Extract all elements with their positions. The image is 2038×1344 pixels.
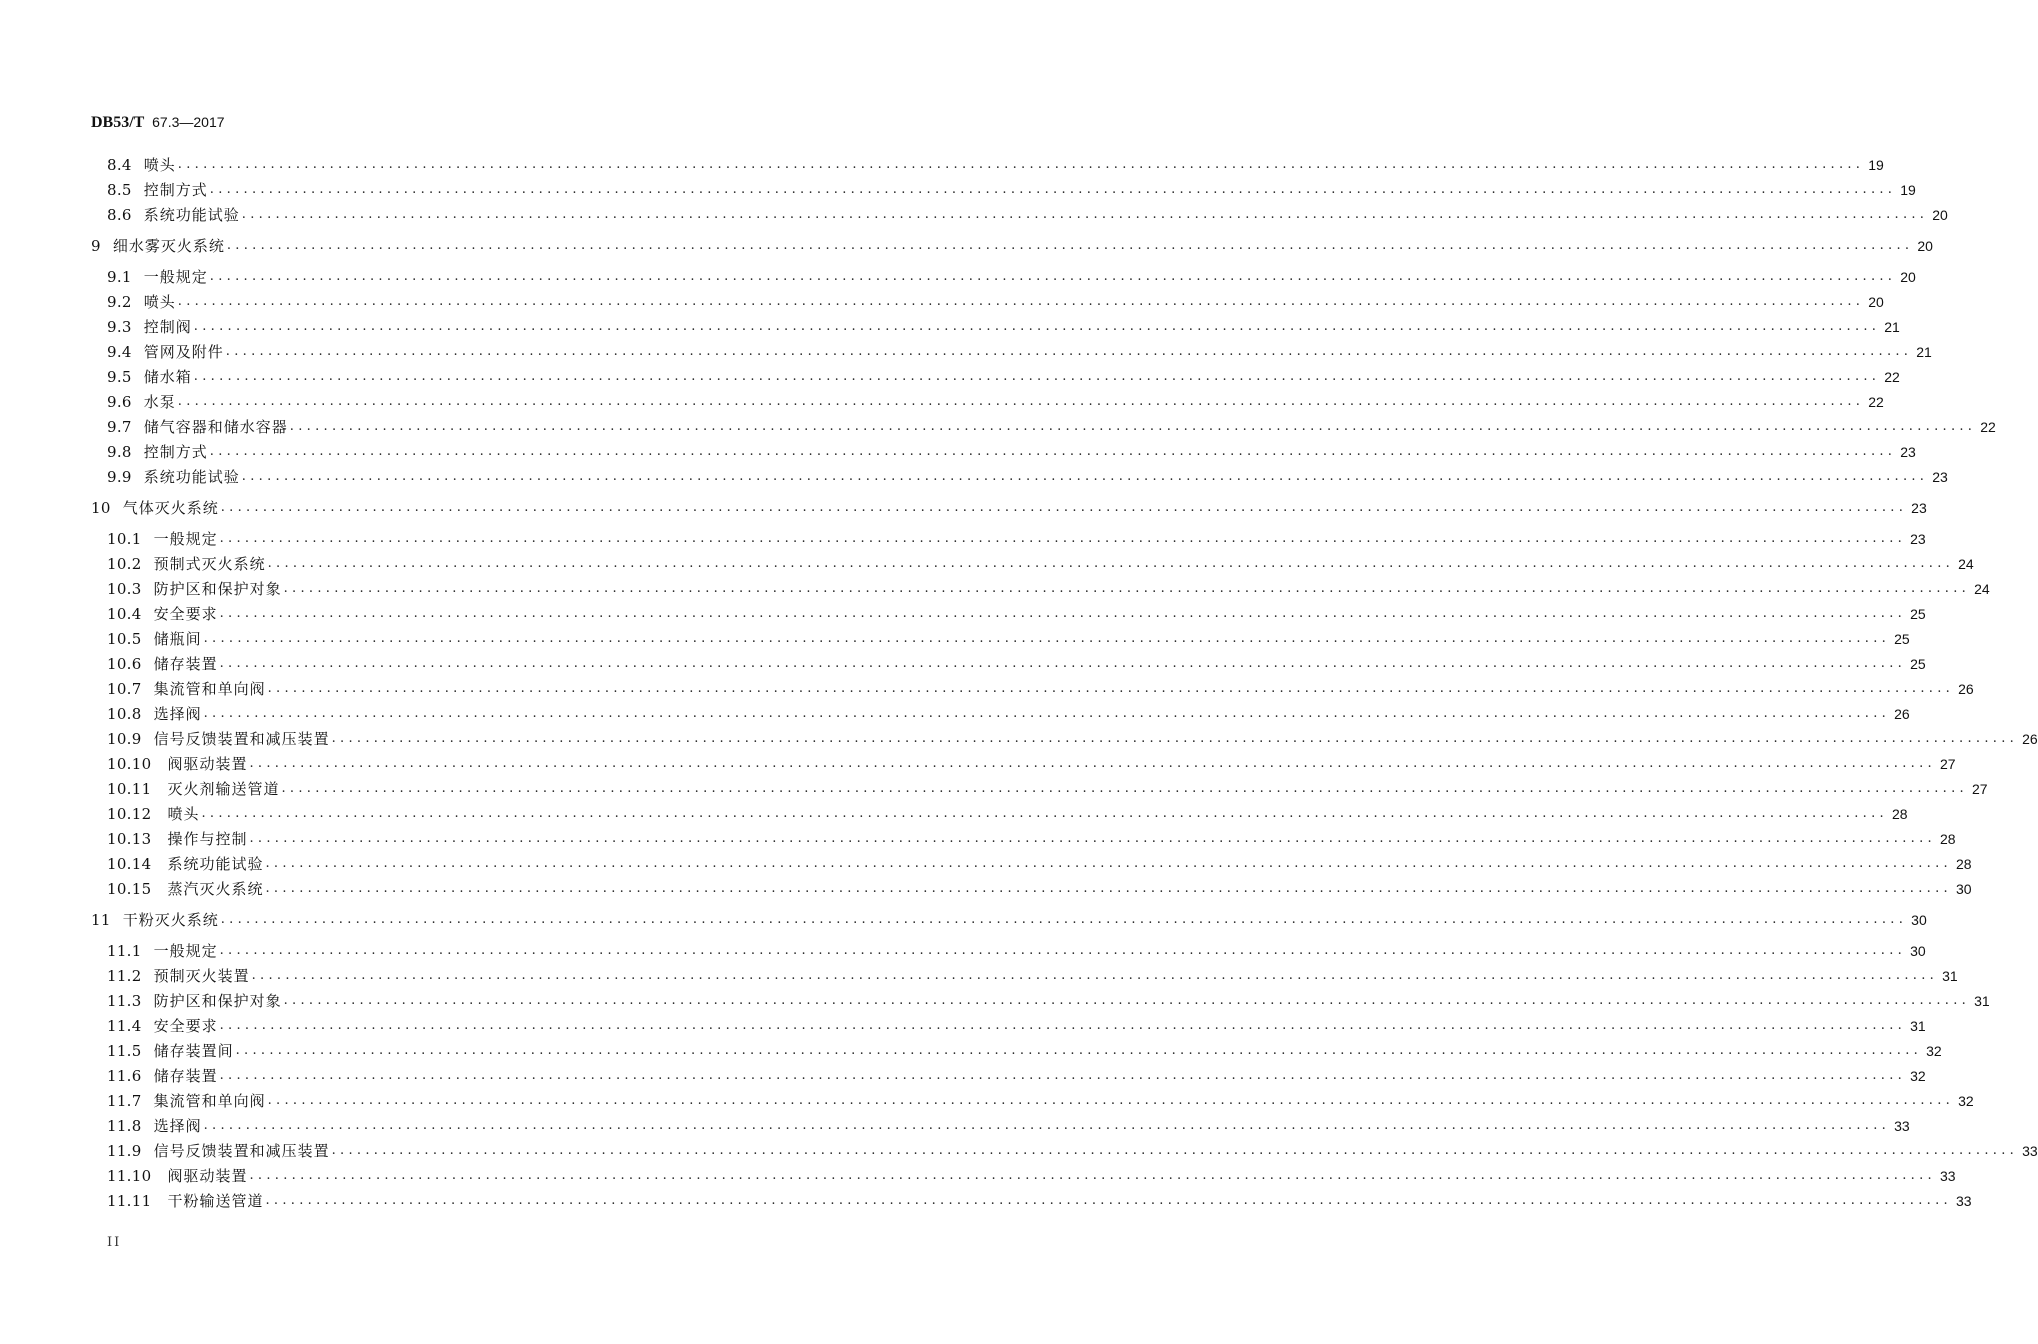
standard-number: 67.3—2017 <box>152 114 225 130</box>
toc-entry-title: 阀驱动装置 <box>167 1167 248 1185</box>
toc-section-entry[interactable] <box>107 1188 1972 1213</box>
toc-page-number: 22 <box>1980 418 1996 435</box>
toc-entry-title: 储存装置 <box>153 1067 218 1085</box>
toc-page-number: 31 <box>1974 992 1990 1009</box>
toc-entry-number: 10.2 <box>107 554 142 573</box>
toc-entry-number: 9 <box>91 236 101 255</box>
toc-section-entry[interactable] <box>107 526 1926 551</box>
toc-leader-dots: ........................................................................................................................................................................................................ <box>241 469 1929 484</box>
toc-leader-dots: ........................................................................................................................................................................................................ <box>209 444 1897 459</box>
toc-leader-dots: ........................................................................................................................................................................................................ <box>193 319 1881 334</box>
toc-page-number: 21 <box>1884 318 1900 335</box>
toc-page-number: 25 <box>1910 655 1926 672</box>
toc-entry-number: 11.3 <box>107 991 142 1010</box>
toc-leader-dots: ........................................................................................................................................................................................................ <box>203 706 1891 721</box>
toc-entry-number: 9.3 <box>107 317 132 336</box>
toc-entry-number: 11.6 <box>107 1066 142 1085</box>
toc-entry-title: 控制方式 <box>143 181 208 199</box>
toc-entry-number: 9.8 <box>107 442 132 461</box>
toc-entry-title: 储存装置 <box>153 655 218 673</box>
toc-page-number: 33 <box>1894 1117 1910 1134</box>
toc-entry-number: 9.1 <box>107 267 132 286</box>
toc-section-entry[interactable] <box>107 988 1990 1013</box>
toc-entry-number: 8.5 <box>107 180 132 199</box>
toc-entry-number: 8.4 <box>107 155 132 174</box>
toc-page-number: 25 <box>1910 605 1926 622</box>
toc-page-number: 19 <box>1900 181 1916 198</box>
toc-section-entry[interactable] <box>107 1113 1910 1138</box>
toc-leader-dots: ........................................................................................................................................................................................................ <box>249 1168 1936 1183</box>
toc-section-entry[interactable] <box>107 826 1956 851</box>
toc-page-number: 26 <box>1894 705 1910 722</box>
toc-page-number: 26 <box>2022 730 2038 747</box>
toc-leader-dots: ........................................................................................................................................................................................................ <box>177 394 1865 409</box>
toc-section-entry[interactable] <box>107 1138 2038 1163</box>
toc-entry-title: 管网及附件 <box>143 343 224 361</box>
toc-page-number: 23 <box>1910 530 1926 547</box>
toc-leader-dots: ........................................................................................................................................................................................................ <box>265 856 1952 871</box>
toc-entry-title: 喷头 <box>143 293 176 311</box>
toc-leader-dots: ........................................................................................................................................................................................................ <box>177 157 1865 172</box>
toc-entry-number: 9.4 <box>107 342 132 361</box>
toc-entry-title: 预制灭火装置 <box>153 967 250 985</box>
toc-entry-number: 10.13 <box>107 829 152 848</box>
toc-section-entry[interactable] <box>107 776 1988 801</box>
toc-entry-title: 一般规定 <box>153 942 218 960</box>
toc-section-entry[interactable] <box>107 1013 1926 1038</box>
toc-entry-number: 10.15 <box>107 879 152 898</box>
toc-chapter-entry[interactable] <box>91 495 1927 520</box>
toc-entry-title: 集流管和单向阀 <box>153 680 266 698</box>
toc-entry-title: 水泵 <box>143 393 176 411</box>
toc-entry-title: 系统功能试验 <box>143 468 240 486</box>
toc-section-entry[interactable] <box>107 851 1972 876</box>
toc-section-entry[interactable] <box>107 177 1916 202</box>
toc-page-number: 31 <box>1910 1017 1926 1034</box>
toc-leader-dots: ........................................................................................................................................................................................................ <box>235 1043 1923 1058</box>
toc-page-number: 30 <box>1955 880 1972 897</box>
toc-entry-title: 蒸汽灭火系统 <box>167 880 264 898</box>
toc-entry-title: 控制方式 <box>143 443 208 461</box>
toc-page-number: 33 <box>1955 1192 1972 1209</box>
toc-leader-dots: ........................................................................................................................................................................................................ <box>201 806 1888 821</box>
toc-entry-title: 安全要求 <box>153 605 218 623</box>
toc-leader-dots: ........................................................................................................................................................................................................ <box>267 681 1955 696</box>
toc-leader-dots: ........................................................................................................................................................................................................ <box>219 1018 1907 1033</box>
toc-page-number: 22 <box>1868 393 1884 410</box>
toc-section-entry[interactable] <box>107 676 1974 701</box>
toc-entry-number: 11.7 <box>107 1091 142 1110</box>
toc-entry-number: 10.7 <box>107 679 142 698</box>
toc-entry-title: 信号反馈装置和减压装置 <box>153 1142 330 1160</box>
toc-section-entry[interactable] <box>107 1163 1956 1188</box>
document-code-header <box>91 113 225 132</box>
page-number-footer: II <box>107 1235 122 1250</box>
toc-entry-number: 10.8 <box>107 704 142 723</box>
toc-leader-dots: ........................................................................................................................................................................................................ <box>283 581 1971 596</box>
toc-section-entry[interactable] <box>107 264 1916 289</box>
toc-leader-dots: ........................................................................................................................................................................................................ <box>220 500 1908 515</box>
toc-entry-number: 10.1 <box>107 529 142 548</box>
toc-entry-title: 安全要求 <box>153 1017 218 1035</box>
toc-page-number: 26 <box>1958 680 1974 697</box>
toc-entry-number: 10.14 <box>107 854 152 873</box>
toc-entry-number: 11 <box>91 910 111 929</box>
toc-entry-title: 干粉灭火系统 <box>122 911 219 929</box>
toc-section-entry[interactable] <box>107 1088 1974 1113</box>
toc-leader-dots: ........................................................................................................................................................................................................ <box>289 419 1977 434</box>
toc-leader-dots: ........................................................................................................................................................................................................ <box>249 831 1936 846</box>
toc-leader-dots: ........................................................................................................................................................................................................ <box>225 344 1913 359</box>
toc-leader-dots: ........................................................................................................................................................................................................ <box>193 369 1881 384</box>
toc-entry-number: 11.5 <box>107 1041 142 1060</box>
toc-entry-title: 阀驱动装置 <box>167 755 248 773</box>
toc-entry-number: 9.6 <box>107 392 132 411</box>
toc-entry-number: 11.4 <box>107 1016 142 1035</box>
toc-leader-dots: ........................................................................................................................................................................................................ <box>251 968 1939 983</box>
toc-entry-title: 操作与控制 <box>167 830 248 848</box>
toc-section-entry[interactable] <box>107 202 1948 227</box>
toc-entry-title: 预制式灭火系统 <box>153 555 266 573</box>
toc-section-entry[interactable] <box>107 651 1926 676</box>
toc-entry-number: 10.10 <box>107 754 152 773</box>
toc-page-number: 28 <box>1891 805 1908 822</box>
toc-entry-title: 系统功能试验 <box>143 206 240 224</box>
toc-leader-dots: ........................................................................................................................................................................................................ <box>241 207 1929 222</box>
toc-section-entry[interactable] <box>107 726 2038 751</box>
toc-entry-number: 10.6 <box>107 654 142 673</box>
toc-leader-dots: ........................................................................................................................................................................................................ <box>203 1118 1891 1133</box>
toc-entry-title: 喷头 <box>167 805 200 823</box>
toc-page-number: 22 <box>1884 368 1900 385</box>
toc-entry-number: 11.11 <box>107 1191 152 1210</box>
toc-section-entry[interactable] <box>107 551 1974 576</box>
toc-page-number: 28 <box>1939 830 1956 847</box>
toc-leader-dots: ........................................................................................................................................................................................................ <box>219 656 1907 671</box>
toc-entry-number: 9.7 <box>107 417 132 436</box>
toc-entry-number: 10.9 <box>107 729 142 748</box>
toc-page-number: 25 <box>1894 630 1910 647</box>
toc-page-number: 32 <box>1926 1042 1942 1059</box>
toc-page-number: 20 <box>1868 293 1884 310</box>
toc-section-entry[interactable] <box>107 339 1932 364</box>
toc-page-number: 27 <box>1939 755 1956 772</box>
toc-entry-title: 信号反馈装置和减压装置 <box>153 730 330 748</box>
toc-section-entry[interactable] <box>107 289 1884 314</box>
toc-section-entry[interactable] <box>107 152 1884 177</box>
toc-page-number: 28 <box>1955 855 1972 872</box>
toc-section-entry[interactable] <box>107 314 1900 339</box>
toc-entry-title: 防护区和保护对象 <box>153 580 282 598</box>
toc-section-entry[interactable] <box>107 576 1990 601</box>
toc-entry-number: 9.2 <box>107 292 132 311</box>
toc-page-number: 33 <box>2022 1142 2038 1159</box>
toc-section-entry[interactable] <box>107 963 1958 988</box>
toc-entry-title: 喷头 <box>143 156 176 174</box>
toc-entry-number: 10.11 <box>107 779 152 798</box>
toc-page-number: 27 <box>1971 780 1988 797</box>
toc-section-entry[interactable] <box>107 876 1972 901</box>
toc-leader-dots: ........................................................................................................................................................................................................ <box>331 731 2019 746</box>
toc-leader-dots: ........................................................................................................................................................................................................ <box>281 781 1968 796</box>
toc-page-number: 31 <box>1942 967 1958 984</box>
toc-section-entry[interactable] <box>107 464 1948 489</box>
toc-section-entry[interactable] <box>107 801 1908 826</box>
toc-page-number: 33 <box>1939 1167 1956 1184</box>
toc-leader-dots: ........................................................................................................................................................................................................ <box>219 606 1907 621</box>
toc-leader-dots: ........................................................................................................................................................................................................ <box>331 1143 2019 1158</box>
toc-entry-title: 储气容器和储水容器 <box>143 418 288 436</box>
toc-page-number: 32 <box>1958 1092 1974 1109</box>
toc-section-entry[interactable] <box>107 364 1900 389</box>
toc-section-entry[interactable] <box>107 938 1926 963</box>
toc-page-number: 20 <box>1932 206 1948 223</box>
toc-page-number: 24 <box>1974 580 1990 597</box>
toc-chapter-entry[interactable] <box>91 233 1933 258</box>
toc-entry-title: 选择阀 <box>153 705 202 723</box>
toc-entry-number: 11.9 <box>107 1141 142 1160</box>
toc-entry-number: 10.12 <box>107 804 152 823</box>
toc-leader-dots: ........................................................................................................................................................................................................ <box>267 1093 1955 1108</box>
toc-entry-title: 储瓶间 <box>153 630 202 648</box>
toc-section-entry[interactable] <box>107 626 1910 651</box>
toc-entry-number: 8.6 <box>107 205 132 224</box>
toc-entry-title: 灭火剂输送管道 <box>167 780 280 798</box>
toc-entry-title: 控制阀 <box>143 318 192 336</box>
toc-leader-dots: ........................................................................................................................................................................................................ <box>219 943 1907 958</box>
toc-entry-title: 一般规定 <box>143 268 208 286</box>
toc-entry-title: 气体灭火系统 <box>122 499 219 517</box>
toc-chapter-entry[interactable] <box>91 907 1927 932</box>
toc-entry-number: 11.10 <box>107 1166 152 1185</box>
toc-leader-dots: ........................................................................................................................................................................................................ <box>226 238 1914 253</box>
toc-entry-title: 选择阀 <box>153 1117 202 1135</box>
standard-code: DB53/T <box>91 114 145 131</box>
toc-entry-number: 10.3 <box>107 579 142 598</box>
toc-leader-dots: ........................................................................................................................................................................................................ <box>249 756 1936 771</box>
toc-section-entry[interactable] <box>107 751 1956 776</box>
toc-leader-dots: ........................................................................................................................................................................................................ <box>220 912 1908 927</box>
toc-page-number: 20 <box>1917 237 1933 254</box>
toc-entry-title: 储水箱 <box>143 368 192 386</box>
toc-leader-dots: ........................................................................................................................................................................................................ <box>209 269 1897 284</box>
toc-section-entry[interactable] <box>107 1063 1926 1088</box>
toc-leader-dots: ........................................................................................................................................................................................................ <box>219 1068 1907 1083</box>
toc-entry-title: 集流管和单向阀 <box>153 1092 266 1110</box>
toc-page-number: 23 <box>1900 443 1916 460</box>
toc-leader-dots: ........................................................................................................................................................................................................ <box>219 531 1907 546</box>
toc-entry-number: 9.9 <box>107 467 132 486</box>
toc-entry-number: 11.2 <box>107 966 142 985</box>
toc-page-number: 20 <box>1900 268 1916 285</box>
toc-page-number: 23 <box>1932 468 1948 485</box>
toc-leader-dots: ........................................................................................................................................................................................................ <box>267 556 1955 571</box>
toc-leader-dots: ........................................................................................................................................................................................................ <box>177 294 1865 309</box>
toc-entry-title: 干粉输送管道 <box>167 1192 264 1210</box>
toc-page-number: 23 <box>1911 499 1927 516</box>
toc-page-number: 19 <box>1868 156 1884 173</box>
toc-leader-dots: ........................................................................................................................................................................................................ <box>265 881 1952 896</box>
toc-entry-title: 一般规定 <box>153 530 218 548</box>
toc-entry-number: 10 <box>91 498 111 517</box>
toc-entry-number: 9.5 <box>107 367 132 386</box>
toc-leader-dots: ........................................................................................................................................................................................................ <box>203 631 1891 646</box>
toc-entry-title: 储存装置间 <box>153 1042 234 1060</box>
toc-entry-number: 11.1 <box>107 941 142 960</box>
toc-entry-title: 防护区和保护对象 <box>153 992 282 1010</box>
toc-page-number: 32 <box>1910 1067 1926 1084</box>
toc-section-entry[interactable] <box>107 439 1916 464</box>
toc-section-entry[interactable] <box>107 601 1926 626</box>
toc-page-number: 21 <box>1916 343 1932 360</box>
toc-leader-dots: ........................................................................................................................................................................................................ <box>265 1193 1952 1208</box>
toc-section-entry[interactable] <box>107 389 1884 414</box>
toc-section-entry[interactable] <box>107 701 1910 726</box>
toc-leader-dots: ........................................................................................................................................................................................................ <box>283 993 1971 1008</box>
toc-entry-number: 10.5 <box>107 629 142 648</box>
toc-entry-number: 10.4 <box>107 604 142 623</box>
toc-section-entry[interactable] <box>107 1038 1942 1063</box>
toc-leader-dots: ........................................................................................................................................................................................................ <box>209 182 1897 197</box>
toc-page-number: 30 <box>1911 911 1927 928</box>
toc-entry-number: 11.8 <box>107 1116 142 1135</box>
toc-entry-title: 细水雾灭火系统 <box>112 237 225 255</box>
toc-page-number: 24 <box>1958 555 1974 572</box>
toc-entry-title: 系统功能试验 <box>167 855 264 873</box>
toc-section-entry[interactable] <box>107 414 1996 439</box>
toc-page-number: 30 <box>1910 942 1926 959</box>
